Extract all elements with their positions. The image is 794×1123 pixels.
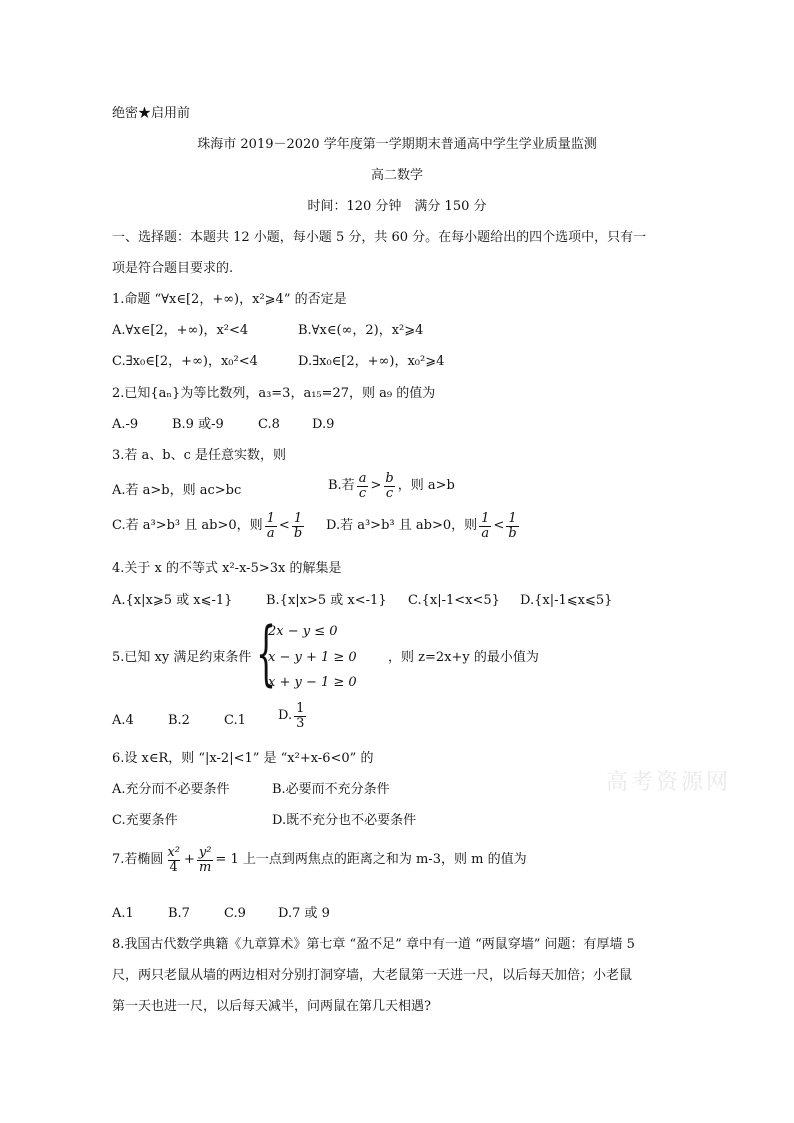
q3-b-f1-num: a <box>358 471 367 486</box>
q8-line1: 8.我国古代数学典籍《九章算术》第七章 “盈不足” 章中有一道 “两鼠穿墙” 问题：有厚墙 5 <box>112 937 635 952</box>
q7-fy-num: y² <box>198 845 212 860</box>
q3-b-fraction-1 <box>357 472 369 500</box>
time-info: 时间：120 分钟 满分 150 分 <box>307 199 487 214</box>
q5-option-d <box>278 702 308 730</box>
q1-stem: 1.命题 “∀x∈[2，+∞)，x²⩾4” 的否定是 <box>112 292 347 307</box>
q5-option-b: B.2 <box>168 713 190 728</box>
q3-d-f1-den: a <box>481 525 490 541</box>
q5-option-a: A.4 <box>112 713 134 728</box>
q5-constraint-2: x − y + 1 ≥ 0 <box>268 650 357 665</box>
q2-option-d: D.9 <box>312 417 335 432</box>
q6-option-a: A.充分而不必要条件 <box>112 782 230 797</box>
q3-option-b <box>328 472 455 500</box>
q7-fraction-x <box>165 846 182 874</box>
section-intro-line1: 一、选择题：本题共 12 小题，每小题 5 分，共 60 分。在每小题给出的四个选项中，只有一 <box>112 230 647 245</box>
q4-stem: 4.关于 x 的不等式 x²-x-5>3x 的解集是 <box>112 561 342 576</box>
confidential-label: 绝密★启用前 <box>112 106 191 121</box>
q5-option-c: C.1 <box>224 713 246 728</box>
q3-d-prefix: D.若 a³>b³ 且 ab>0，则 <box>326 518 478 534</box>
q5-d-den: 3 <box>296 715 305 731</box>
q5-stem-prefix: 5.已知 xy 满足约束条件 <box>112 650 252 665</box>
q2-stem: 2.已知{aₙ}为等比数列，a₃=3，a₁₅=27，则 a₉ 的值为 <box>112 386 436 401</box>
q3-c-fraction-2 <box>292 512 304 540</box>
q1-option-a: A.∀x∈[2，+∞)，x²<4 <box>112 323 249 338</box>
q3-b-operator: > <box>370 478 382 494</box>
q2-option-a: A.-9 <box>112 417 139 432</box>
q5-constraint-1: 2x − y ≤ 0 <box>268 624 338 639</box>
q3-b-f2-num: b <box>385 471 394 486</box>
subject-title: 高二数学 <box>370 168 423 183</box>
q3-option-d <box>326 512 521 540</box>
q3-d-f1-num: 1 <box>481 511 490 526</box>
q7-option-a: A.1 <box>112 906 134 921</box>
q3-c-f1-den: a <box>266 525 275 541</box>
q6-option-b: B.必要而不充分条件 <box>272 782 390 797</box>
q5-d-prefix: D. <box>278 708 293 724</box>
q3-d-f2-num: 1 <box>508 511 517 526</box>
q1-option-d: D.∃x₀∈[2，+∞)，x₀²⩾4 <box>298 354 445 369</box>
q5-d-fraction <box>294 702 306 730</box>
q3-d-fraction-1 <box>479 512 491 540</box>
q3-b-f2-den: c <box>385 485 394 501</box>
q4-option-d: D.{x|-1⩽x⩽5} <box>520 593 613 608</box>
q3-option-a: A.若 a>b，则 ac>bc <box>112 483 242 498</box>
q4-option-a: A.{x|x⩾5 或 x⩽-1} <box>112 593 233 608</box>
q3-c-prefix: C.若 a³>b³ 且 ab>0，则 <box>112 518 263 534</box>
q7-option-d: D.7 或 9 <box>278 906 330 921</box>
q7-option-c: C.9 <box>224 906 246 921</box>
q6-option-c: C.充要条件 <box>112 813 178 828</box>
q2-option-c: C.8 <box>258 417 280 432</box>
q7-fx-num: x² <box>167 845 180 860</box>
q4-option-b: B.{x|x>5 或 x<-1} <box>266 593 387 608</box>
q2-option-b: B.9 或-9 <box>172 417 224 432</box>
q3-c-f1-num: 1 <box>266 511 275 526</box>
q3-b-prefix: B.若 <box>328 478 355 494</box>
q3-d-fraction-2 <box>506 512 518 540</box>
q8-line3: 第一天也进一尺，以后每天减半，问两鼠在第几天相遇? <box>112 999 431 1014</box>
q3-b-suffix: ，则 a>b <box>397 478 455 494</box>
q3-c-f2-den: b <box>293 525 303 541</box>
q7-option-b: B.7 <box>168 906 190 921</box>
q6-stem: 6.设 x∈R，则 “|x-2|<1” 是 “x²+x-6<0” 的 <box>112 751 374 766</box>
q7-plus: + <box>183 852 195 868</box>
q7-prefix: 7.若椭圆 <box>112 852 164 868</box>
q3-option-c <box>112 512 306 540</box>
q3-stem: 3.若 a、b、c 是任意实数，则 <box>112 448 287 463</box>
q7-fraction-y <box>197 846 214 874</box>
q5-brace-icon: { <box>256 612 277 694</box>
q7-fx-den: 4 <box>169 859 178 875</box>
q1-option-c: C.∃x₀∈[2，+∞)，x₀²<4 <box>112 354 258 369</box>
section-intro-line2: 项是符合题目要求的. <box>112 261 234 276</box>
q6-option-d: D.既不充分也不必要条件 <box>272 813 417 828</box>
q8-line2: 尺，两只老鼠从墙的两边相对分别打洞穿墙，大老鼠第一天进一尺，以后每天加倍；小老鼠 <box>112 968 633 983</box>
q4-option-c: C.{x|-1<x<5} <box>408 593 500 608</box>
q5-stem-suffix: ，则 z=2x+y 的最小值为 <box>388 650 539 665</box>
exam-title: 珠海市 2019－2020 学年度第一学期期末普通高中学生学业质量监测 <box>197 137 597 152</box>
q5-constraint-3: x + y − 1 ≥ 0 <box>268 675 357 690</box>
q3-b-f1-den: c <box>358 485 367 501</box>
q7-stem <box>112 846 527 874</box>
q1-option-b: B.∀x∈(∞，2)，x²⩾4 <box>298 323 424 338</box>
q7-fy-den: m <box>198 859 212 875</box>
q3-c-fraction-1 <box>265 512 277 540</box>
q3-d-f2-den: b <box>508 525 517 541</box>
q3-d-operator: < <box>493 518 505 534</box>
q3-c-operator: < <box>278 518 290 534</box>
watermark-text: 高考资源网 <box>606 770 732 795</box>
q5-d-num: 1 <box>296 701 305 716</box>
q3-b-fraction-2 <box>383 472 395 500</box>
q3-c-f2-num: 1 <box>293 511 303 526</box>
q7-suffix: = 1 上一点到两焦点的距离之和为 m-3，则 m 的值为 <box>215 852 527 868</box>
